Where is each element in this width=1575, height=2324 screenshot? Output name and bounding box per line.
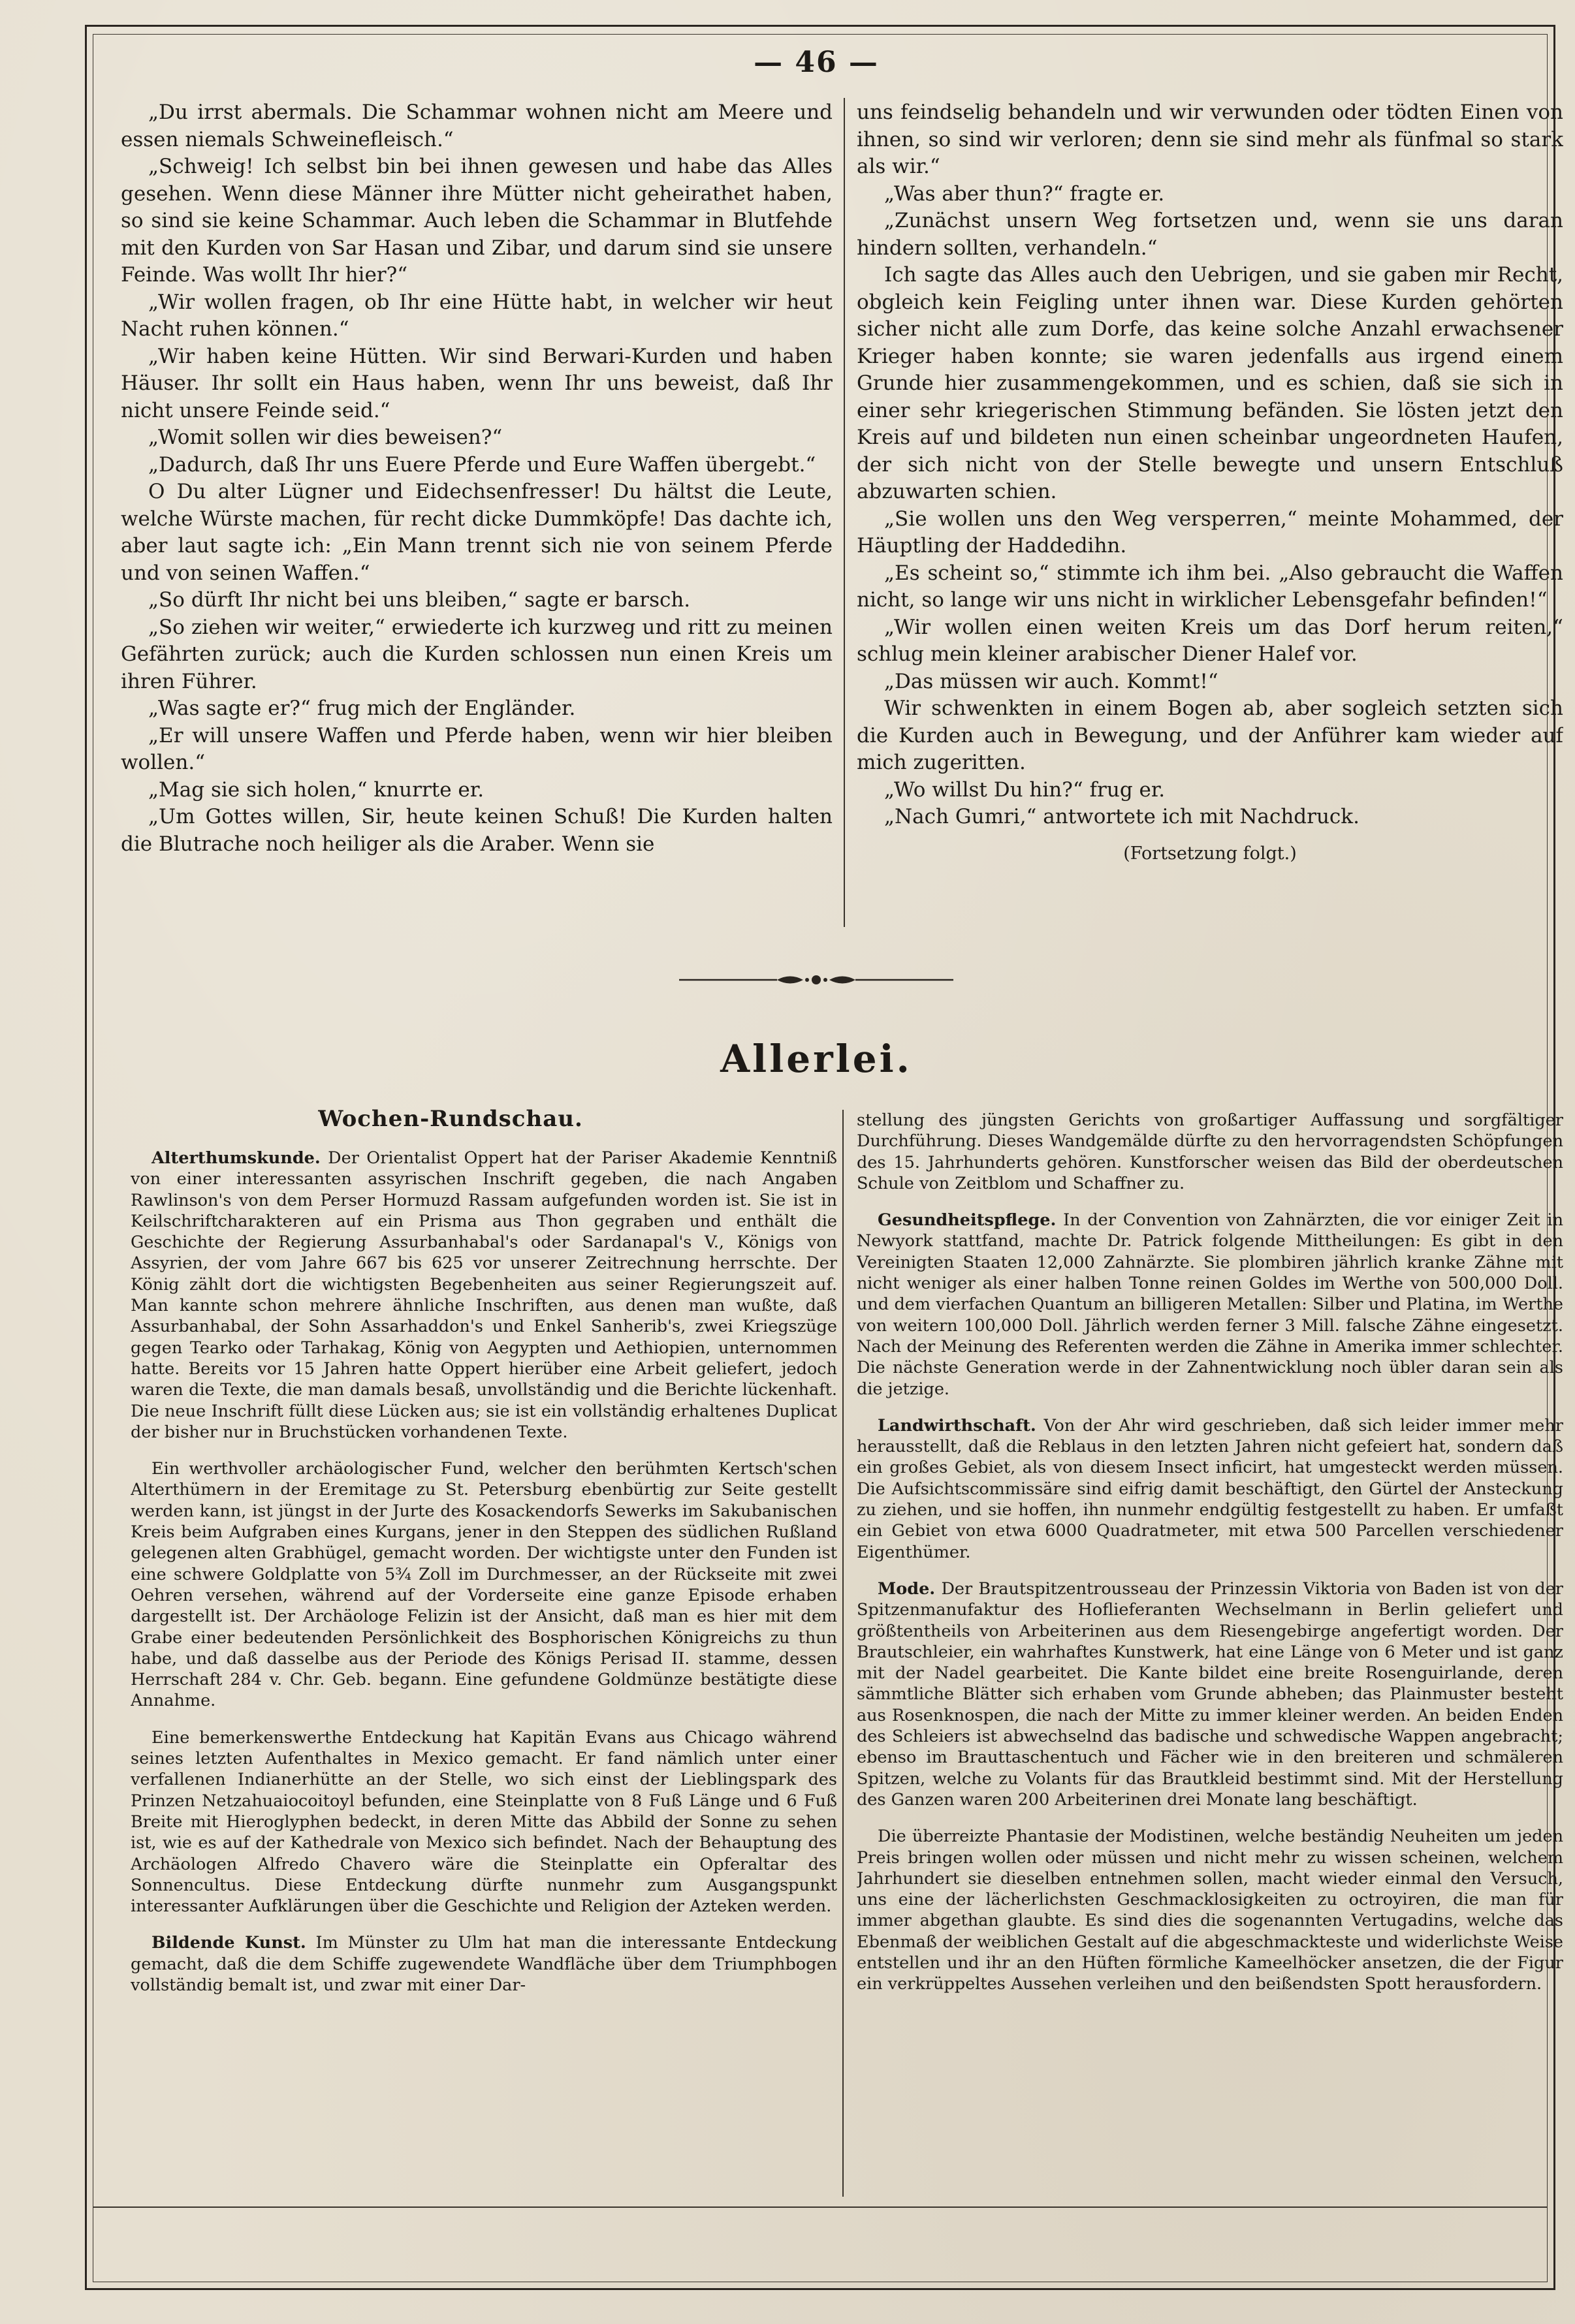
paragraph-gap bbox=[131, 1443, 837, 1458]
paragraph: „Wir haben keine Hütten. Wir sind Berwari-Kurden und haben Häuser. Ihr sollt ein Haus haben, wenn Ihr uns beweist, daß Ihr nicht unsere Feinde seid.“ bbox=[121, 344, 833, 422]
paragraph: „So ziehen wir weiter,“ erwiederte ich kurzweg und ritt zu meinen Gefährten zurück; auch die Kurden schlossen nun einen Kreis um ihren Führer. bbox=[121, 615, 833, 693]
paragraph: „Womit sollen wir dies beweisen?“ bbox=[148, 426, 503, 449]
ornament-divider bbox=[679, 971, 953, 988]
news-item bbox=[857, 1578, 1563, 1810]
paragraph: Ich sagte das Alles auch den Uebrigen, und sie gaben mir Recht, obgleich kein Feigling unter ihnen war. Diese Kurden gehörten sicher nicht alle zum Dorfe, das keine solche Anzahl erwachsener Krieger haben konnte; sie waren jedenfalls aus irgend einem Grunde hier zusammengekommen, und es schien, daß sie sich in einer sehr kriegerischen Stimmung befänden. Sie lösten jetzt den Kreis auf und bildeten nun einen scheinbar ungeordneten Haufen, der sich nicht von der Stelle bewegte und unsern Entschluß abzuwarten schien. bbox=[857, 263, 1563, 503]
paragraph: „Nach Gumri,“ antwortete ich mit Nachdruck. bbox=[884, 805, 1360, 828]
column-divider-bottom bbox=[842, 1110, 844, 2197]
paragraph: „Dadurch, daß Ihr uns Euere Pferde und Eure Waffen übergebt.“ bbox=[148, 452, 816, 477]
news-item-text: Der Brautspitzentrousseau der Prinzessin Viktoria von Baden ist von der Spitzenmanufaktur des Hoflieferanten Wechselmann in Berlin geliefert und größtentheils von Arbeiterinen aus dem Riesengebirge angefertigt worden. Der Brautschleier, ein wahrhaftes Kunstwerk, hat eine Länge von 6 Meter und ist ganz mit der Nadel gearbeitet. Die Kante bildet eine breite Rosenguirlande, deren sämmtliche Blätter sich erhaben vom Grunde abheben; das Plainmuster besteht aus Rosenknospen, die nach der Mitte zu immer kleiner werden. An beiden Enden des Schleiers ist abwechselnd das badische und schwedische Wappen angebracht; ebenso im Brauttaschentuch und Fächer wie in den breiteren und schmäleren Spitzen, welche zu Volants für das Brautkleid bestimmt sind. Mit der Herstellung des Ganzen waren 200 Arbeiterinen drei Monate lang beschäftigt. bbox=[857, 1578, 1563, 1810]
story-column-left bbox=[121, 99, 833, 930]
news-item-text: In der Convention von Zahnärzten, die vor einiger Zeit in Newyork stattfand, machte Dr. Patrick folgende Mittheilungen: Es gibt in den Vereinigten Staaten 12,000 Zahnärzte. Sie plombiren jährlich kranke Zähne mit nicht weniger als einer halben Tonne reinen Goldes im Werthe von 500,000 Doll. und dem vierfachen Quantum an billigeren Metallen: Silber und Platina, im Werthe von weitern 100,000 Doll. Jährlich werden ferner 3 Mill. falsche Zähne eingesetzt. Nach der Meinung des Referenten werden die Zähne in Amerika immer schlechter. Die nächste Generation werde in der Zahnentwicklung noch übler daran sein als die jetzige. bbox=[857, 1210, 1563, 1399]
news-item-text: Eine bemerkenswerthe Entdeckung hat Kapitän Evans aus Chicago während seines letzten Aufenthaltes in Mexico gemacht. Er fand nämlich unter einer verfallenen Indianerhütte an der Stelle, wo sich einst der Lieblingspark des Prinzen Netzahuaiocoitoyl befunden, eine Steinplatte von 8 Fuß Länge und 6 Fuß Breite mit Hieroglyphen bedeckt, in deren Mitte das Abbild der Sonne zu sehen ist, wie es auf der Kathedrale von Mexico sich befindet. Nach der Behauptung des Archäologen Alfredo Chavero wäre die Steinplatte ein Opferaltar des Sonnencultus. Diese Entdeckung dürfte nunmehr zum Ausgangspunkt interessanter Aufklärungen über die Geschichte und Religion der Azteken werden. bbox=[131, 1727, 837, 1917]
rundschau-column-left bbox=[131, 1148, 837, 2199]
news-item-text: Im Münster zu Ulm hat man die interessante Entdeckung gemacht, daß die dem Schiffe zugewendete Wandfläche über dem Triumphbogen vollständig bemalt ist, und zwar mit einer Dar- bbox=[131, 1933, 837, 1995]
paragraph: „Du irrst abermals. Die Schammar wohnen nicht am Meere und essen niemals Schweinefleisch.“ bbox=[121, 101, 833, 151]
news-item bbox=[857, 1415, 1563, 1563]
paragraph: „Das müssen wir auch. Kommt!“ bbox=[884, 669, 1218, 693]
paragraph: „Was sagte er?“ frug mich der Engländer. bbox=[148, 697, 576, 720]
news-item bbox=[131, 1727, 837, 1917]
news-item bbox=[131, 1458, 837, 1712]
news-item-heading: Bildende Kunst. bbox=[151, 1933, 306, 1953]
paragraph: „Wir wollen fragen, ob Ihr eine Hütte habt, in welcher wir heut Nacht ruhen können.“ bbox=[121, 290, 833, 341]
paragraph: „Er will unsere Waffen und Pferde haben, wenn wir hier bleiben wollen.“ bbox=[121, 723, 833, 774]
news-item-text: Der Orientalist Oppert hat der Pariser Akademie Kenntniß von einer interessanten assyrischen Inschrift gegeben, die nach Angaben Rawlinson's von dem Perser Hormuzd Rassam aufgefunden worden ist. Sie ist in Keilschriftcharakteren auf ein Prisma aus Thon gegraben und enthält die Geschichte der Regierung Assurbanhabal's oder Sardanapal's V., Königs von Assyrien, der vom Jahre 667 bis 625 vor unserer Zeitrechnung herrschte. Der König zählt dort die wichtigsten Begebenheiten aus seiner Regierungszeit auf. Man kannte schon mehrere ähnliche Inschriften, aus denen man wußte, daß Assurbanhabal, der Sohn Assarhaddon's und Enkel Sanherib's, zwei Kriegszüge gegen Tearko oder Tarhakag, König von Aegypten und Aethiopien, unternommen hatte. Bereits vor 15 Jahren hatte Oppert hierüber eine Arbeit geliefert, jedoch waren die Texte, die man damals besaß, unvollständig und die Berichte lückenhaft. Die neue Inschrift füllt diese Lücken aus; sie ist ein vollständig erhaltenes Duplicat der bisher nur in Bruchstücken vorhandenen Texte. bbox=[131, 1148, 837, 1442]
news-item-text: Die überreizte Phantasie der Modistinen, welche beständig Neuheiten um jeden Preis bringen wollen oder müssen und nicht mehr zu wissen scheinen, welchem Jahrhundert sie dieselben entnehmen sollen, macht wieder einmal den Versuch, uns eine der lächerlichsten Geschmacklosigkeiten zu octroyiren, die man für immer abgethan glaubte. Es sind dies die sogenannten Vertugadins, welche das Ebenmaß der weiblichen Gestalt auf die abgeschmackteste und widerlichste Weise entstellen und ihr an den Hüften förmliche Kameelhöcker ansetzen, die der Figur ein verkrüppeltes Aussehen verleihen und den beißendsten Spott herausfordern. bbox=[857, 1827, 1563, 1994]
continued-note: (Fortsetzung folgt.) bbox=[1123, 843, 1297, 864]
paragraph: „Sie wollen uns den Weg versperren,“ meinte Mohammed, der Häuptling der Haddedihn. bbox=[857, 507, 1563, 557]
news-item bbox=[857, 1110, 1563, 1194]
news-item-heading: Landwirthschaft. bbox=[878, 1415, 1036, 1436]
news-item-text: stellung des jüngsten Gerichts von großartiger Auffassung und sorgfältiger Durchführung. Dieses Wandgemälde dürfte zu den hervorragendsten Schöpfungen des 15. Jahrhunderts gehören. Kunstforscher weisen das Bild der oberdeutschen Schule von Zeitblom und Schaffner zu. bbox=[857, 1110, 1563, 1193]
paragraph: „Schweig! Ich selbst bin bei ihnen gewesen und habe das Alles gesehen. Wenn diese Männer ihre Mütter nicht geheirathet haben, so sind sie keine Schammar. Auch leben die Schammar in Blutfehde mit den Kurden von Sar Hasan und Zibar, und darum sind sie unsere Feinde. Was wollt Ihr hier?“ bbox=[121, 155, 833, 287]
paragraph-gap bbox=[857, 1810, 1563, 1826]
story-column-right bbox=[857, 99, 1563, 930]
paragraph: „Mag sie sich holen,“ knurrte er. bbox=[148, 777, 485, 802]
news-item bbox=[131, 1932, 837, 1996]
news-item-text: Ein werthvoller archäologischer Fund, welcher den berühmten Kertsch'schen Alterthümern in der Eremitage zu St. Petersburg ebenbürtig zur Seite gestellt werden kann, ist jüngst in der Jurte des Kosackendorfs Sewerks im Sakubanischen Kreis beim Aufgraben eines Kurgans, jener in den Steppen des südlichen Rußland gelegenen alten Grabhügel, gemacht worden. Der wichtigste unter den Funden ist eine schwere Goldplatte von 5¾ Zoll im Durchmesser, an der Rückseite mit zwei Oehren versehen, während auf der Vorderseite eine ganze Episode erhaben dargestellt ist. Der Archäologe Felizin ist der Ansicht, daß man es hier mit dem Grabe einer bedeutenden Persönlichkeit des Bosphorischen Königreichs zu thun habe, und daß dasselbe aus der Periode des Königs Perisad II. stamme, dessen Herrschaft 284 v. Chr. Geb. begann. Eine gefundene Goldmünze bestätigte diese Annahme. bbox=[131, 1459, 837, 1711]
news-item-heading: Gesundheitspflege. bbox=[878, 1210, 1057, 1231]
news-item-text: Von der Ahr wird geschrieben, daß sich leider immer mehr herausstellt, daß die Reblaus in den letzten Jahren nicht gefeiert hat, sondern daß ein großes Gebiet, als von diesem Insect inficirt, hat umgesteckt werden müssen. Die Aufsichtscommissäre sind eifrig damit beschäftigt, den Gürtel der Ansteckung zu ziehen, und sie hoffen, ihn nunmehr endgültig festgestellt zu haben. Er umfaßt ein Gebiet von etwa 6000 Quadratmeter, mit etwa 500 Parcellen verschiedener Eigenthümer. bbox=[857, 1415, 1563, 1562]
news-item-heading: Mode. bbox=[878, 1578, 936, 1599]
paragraph-gap bbox=[857, 1563, 1563, 1578]
rundschau-title: Wochen-Rundschau. bbox=[318, 1106, 583, 1132]
footer-rule bbox=[93, 2206, 1548, 2208]
news-item bbox=[857, 1210, 1563, 1400]
rundschau-column-right bbox=[857, 1110, 1563, 2199]
news-item bbox=[131, 1148, 837, 1443]
paragraph: „Um Gottes willen, Sir, heute keinen Schuß! Die Kurden halten die Blutrache noch heiliger als die Araber. Wenn sie bbox=[121, 805, 833, 856]
paragraph: „So dürft Ihr nicht bei uns bleiben,“ sagte er barsch. bbox=[148, 588, 691, 612]
paragraph-gap bbox=[131, 1712, 837, 1727]
paragraph-gap bbox=[131, 1917, 837, 1932]
section-title: Allerlei. bbox=[720, 1037, 912, 1081]
paragraph: „Was aber thun?“ fragte er. bbox=[884, 181, 1165, 206]
page-number: — 46 — bbox=[754, 46, 879, 79]
paragraph: „Es scheint so,“ stimmte ich ihm bei. „Also gebraucht die Waffen nicht, so lange wir uns nicht in wirklicher Lebensgefahr befinden!“ bbox=[857, 561, 1563, 612]
paragraph: „Zunächst unsern Weg fortsetzen und, wenn sie uns daran hindern sollten, verhandeln.“ bbox=[857, 209, 1563, 260]
news-item bbox=[857, 1826, 1563, 1994]
paragraph: uns feindselig behandeln und wir verwunden oder tödten Einen von ihnen, so sind wir verloren; denn sie sind mehr als fünfmal so stark als wir.“ bbox=[857, 101, 1563, 178]
paragraph: Wir schwenkten in einem Bogen ab, aber sogleich setzten sich die Kurden auch in Bewegung, und der Anführer kam wieder auf mich zugeritten. bbox=[857, 697, 1563, 774]
paragraph: O Du alter Lügner und Eidechsenfresser! Du hältst die Leute, welche Würste machen, für recht dicke Dummköpfe! Das dachte ich, aber laut sagte ich: „Ein Mann trennt sich nie von seinem Pferde und von seinen Waffen.“ bbox=[121, 480, 833, 585]
paragraph: „Wo willst Du hin?“ frug er. bbox=[884, 777, 1166, 802]
paragraph-gap bbox=[857, 1400, 1563, 1415]
news-item-heading: Alterthumskunde. bbox=[151, 1148, 321, 1168]
paragraph: „Wir wollen einen weiten Kreis um das Dorf herum reiten,“ schlug mein kleiner arabischer Diener Halef vor. bbox=[857, 615, 1563, 666]
paragraph-gap bbox=[857, 1194, 1563, 1210]
column-divider-top bbox=[844, 98, 845, 927]
